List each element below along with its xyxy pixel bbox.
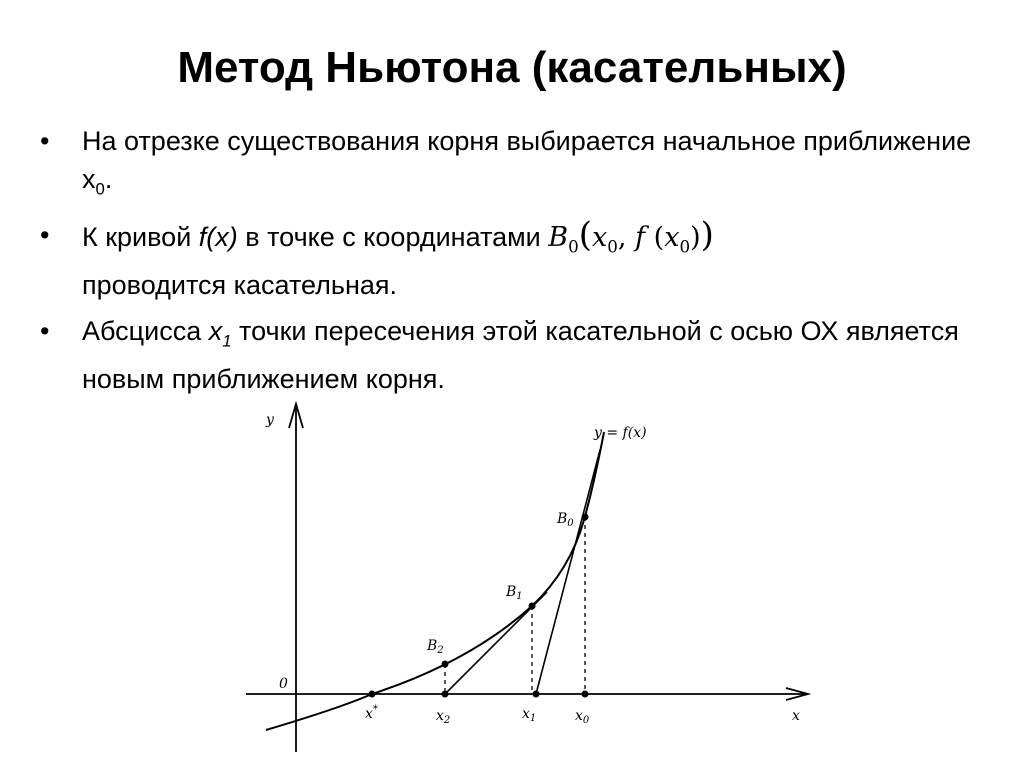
point-b0 — [582, 514, 589, 521]
point-x2 — [442, 691, 449, 698]
bullet-3-text-b: точки пересечения этой касательной с осью ОХ является новым приближением корня. — [82, 315, 959, 395]
slide-title: Метод Ньютона (касательных) — [177, 43, 847, 92]
bullet-3-text-a: Абсцисса — [82, 315, 209, 346]
point-b1 — [529, 603, 536, 610]
xstar-label: x* — [365, 704, 378, 722]
bullet-2-text-a: К кривой — [82, 222, 199, 253]
bullet-dot: • — [40, 126, 50, 156]
bullet-2-formula: $B_0(x_0$, f $(x_0)$) — [548, 215, 714, 257]
bullet-2-text-b: в точке с координатами — [237, 222, 549, 253]
bullet-1-text: На отрезке существования корня выбирается начальное приближение x — [82, 126, 972, 194]
bullet-3-subscript: 1 — [222, 331, 232, 351]
b0-label: $B_0$ — [557, 511, 574, 529]
bullet-dot: • — [40, 220, 50, 251]
bullet-2-text-c: проводится касательная. — [82, 269, 398, 300]
bullet-dot: • — [40, 315, 50, 346]
bullet-1-end: . — [104, 164, 113, 194]
point-x1 — [533, 691, 540, 698]
x2-label: $x_2$ — [436, 708, 451, 726]
point-b2 — [442, 661, 449, 668]
bullet-3-x: x — [208, 315, 223, 346]
function-curve — [266, 432, 604, 730]
x0-label: $x_0$ — [575, 708, 590, 726]
point-x0 — [582, 691, 589, 698]
point-xstar — [369, 691, 376, 698]
bullet-2-function: f(x) — [198, 222, 238, 253]
curve-label: y = f(x) — [594, 425, 647, 441]
y-axis-label: y — [266, 412, 274, 428]
origin-label: 0 — [279, 676, 288, 692]
b1-label: $B_1$ — [506, 584, 523, 602]
b2-label: $B_2$ — [427, 638, 444, 656]
x1-label: $x_1$ — [522, 706, 537, 724]
tangent-b0 — [536, 450, 600, 694]
bullet-1-subscript: 0 — [95, 179, 105, 199]
x-axis-label: x — [792, 708, 800, 724]
